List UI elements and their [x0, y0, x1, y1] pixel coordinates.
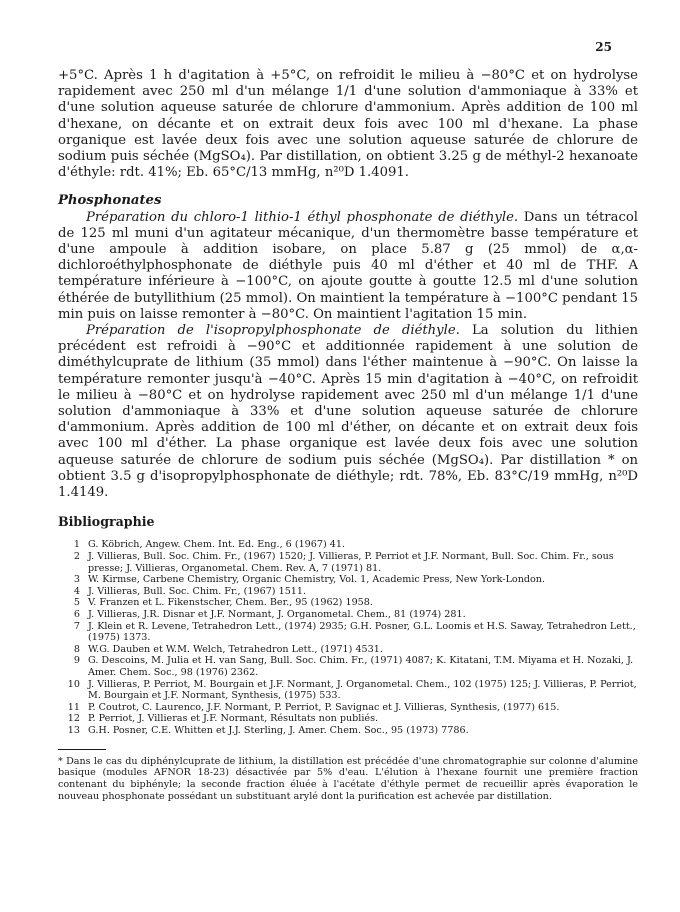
reference-item: [58, 551, 638, 574]
preparation-2-title: Préparation de l'isopropylphosphonate de diéthyle.: [86, 323, 460, 339]
reference-text: J. Villieras, P. Perriot, M. Bourgain et J.F. Normant, J. Organometal. Chem., 102 (1975) 125; J. Villieras, P. Perriot, M. Bourgain et J.F. Normant, Synthesis, (1975) 533.: [88, 678, 637, 702]
reference-text: J. Villieras, Bull. Soc. Chim. Fr., (1967) 1511.: [88, 585, 307, 597]
preparation-1: [58, 210, 638, 323]
reference-item: [58, 597, 638, 609]
page-number: 25: [595, 40, 612, 54]
reference-number: 7: [73, 620, 80, 632]
reference-number: 1: [73, 539, 80, 551]
preparation-1-title: Préparation du chloro-1 lithio-1 éthyl phosphonate de diéthyle.: [86, 209, 519, 225]
reference-number: 3: [73, 574, 80, 586]
reference-item: [58, 539, 638, 551]
reference-text: V. Franzen et L. Fikenstscher, Chem. Ber., 95 (1962) 1958.: [88, 597, 373, 609]
reference-text: G. Köbrich, Angew. Chem. Int. Ed. Eng., 6 (1967) 41.: [88, 539, 346, 551]
reference-number: 2: [73, 551, 80, 563]
reference-number: 8: [73, 643, 80, 655]
reference-text: G.H. Posner, C.E. Whitten et J.J. Sterling, J. Amer. Chem. Soc., 95 (1973) 7786.: [88, 724, 469, 736]
preparation-2-body: La solution du lithien précédent est refroidi à −90°C et additionnée rapidement à une solution de diméthylcuprate de lithium (35 mmol) dans l'éther maintenue à −90°C. On laisse la température remonter jusqu'à −40°C. Après 15 min d'agitation à −40°C, on refroidit le milieu à −80°C et on hydrolyse rapidement avec 250 ml d'un mélange 1/1 d'une solution d'ammoniaque à 33% et d'une solution aqueuse saturée de chlorure d'ammonium. Après addition de 100 ml d'éther, on décante et on extrait deux fois avec 100 ml d'éther. La phase organique est lavée deux fois avec une solution aqueuse saturée de chlorure de sodium puis séchée (MgSO₄). Par distillation * on obtient 3.5 g d'isopropylphosphonate de diéthyle; rdt. 78%, Eb. 83°C/19 mmHg, n²⁰D 1.4149.: [58, 323, 638, 501]
reference-item: [58, 621, 638, 644]
reference-text: J. Villieras, Bull. Soc. Chim. Fr., (1967) 1520; J. Villieras, P. Perriot et J.F. Normant, Bull. Soc. Chim. Fr., sous presse; J. Villieras, Organometal. Chem. Rev. A, 7 (1971) 81.: [88, 551, 614, 574]
reference-number: 12: [67, 713, 80, 725]
reference-text: J. Klein et R. Levene, Tetrahedron Lett., (1974) 2935; G.H. Posner, G.L. Loomis et H.S. Saway, Tetrahedron Lett., (1975) 1373.: [88, 620, 636, 644]
reference-item: [58, 609, 638, 621]
reference-number: 5: [73, 597, 80, 609]
reference-item: [58, 655, 638, 678]
reference-item: [58, 574, 638, 586]
reference-text: J. Villieras, J.R. Disnar et J.F. Normant, J. Organometal. Chem., 81 (1974) 281.: [88, 609, 466, 621]
reference-number: 10: [67, 678, 80, 690]
reference-number: 9: [73, 655, 80, 667]
preparation-1-body: Dans un tétracol de 125 ml muni d'un agitateur mécanique, d'un thermomètre basse température et d'une ampoule à addition isobare, on place 5.87 g (25 mmol) de α,α-dichloroéthylphosphonate de diéthyle puis 40 ml d'éther et 40 ml de THF. A température inférieure à −100°C, on ajoute goutte à goutte 12.5 ml d'une solution éthérée de butyllithium (25 mmol). On maintient la température à −100°C pendant 15 min puis on laisse remonter à −80°C. On maintient l'agitation 15 min.: [58, 209, 639, 322]
page-body: [58, 68, 638, 803]
footnote-divider: [58, 749, 106, 750]
reference-item: [58, 644, 638, 656]
reference-number: 6: [73, 609, 80, 621]
preparation-2: [58, 323, 638, 501]
paragraph-1: +5°C. Après 1 h d'agitation à +5°C, on refroidit le milieu à −80°C et on hydrolyse rapidement avec 250 ml d'un mélange 1/1 d'une solution d'ammoniaque à 33% et d'une solution aqueuse saturée de chlorure d'ammonium. Après addition de 100 ml d'hexane, on décante et on extrait deux fois avec 100 ml d'hexane. La phase organique est lavée deux fois avec une solution aqueuse saturée de chlorure de sodium puis séchée (MgSO₄). Par distillation, on obtient 3.25 g de méthyl-2 hexanoate d'éthyle: rdt. 41%; Eb. 65°C/13 mmHg, n²⁰D 1.4091.: [58, 68, 638, 181]
reference-item: [58, 586, 638, 598]
section-heading: Phosphonates: [58, 193, 162, 209]
reference-text: G. Descoins, M. Julia et H. van Sang, Bull. Soc. Chim. Fr., (1971) 4087; K. Kitatani, T.M. Miyama et H. Nozaki, J. Amer. Chem. Soc., 98 (1976) 2362.: [88, 655, 634, 679]
reference-number: 4: [73, 585, 80, 597]
bibliography-heading: Bibliographie: [58, 514, 155, 530]
reference-text: W.G. Dauben et W.M. Welch, Tetrahedron Lett., (1971) 4531.: [88, 643, 383, 655]
reference-text: P. Coutrot, C. Laurenco, J.F. Normant, P. Perriot, P. Savignac et J. Villieras, Synthesis, (1977) 615.: [88, 701, 560, 713]
footnote: * Dans le cas du diphénylcuprate de lithium, la distillation est précédée d'une chromatographie sur colonne d'alumine basique (modules AFNOR 18-23) désactivée par 5% d'eau. L'élution à l'hexane fournit une première fraction contenant du biphényle; la seconde fraction éluée à l'acétate d'éthyle permet de recueillir après évaporation le nouveau phosphonate possédant un substituant arylé dont la purification est achevée par distillation.: [58, 755, 638, 802]
reference-list: [58, 539, 638, 736]
reference-item: [58, 725, 638, 737]
reference-item: [58, 702, 638, 714]
reference-item: [58, 713, 638, 725]
reference-item: [58, 679, 638, 702]
reference-number: 11: [67, 701, 80, 713]
reference-number: 13: [67, 724, 80, 736]
reference-text: W. Kirmse, Carbene Chemistry, Organic Chemistry, Vol. 1, Academic Press, New York-London.: [88, 574, 546, 586]
reference-text: P. Perriot, J. Villieras et J.F. Normant, Résultats non publiés.: [88, 713, 379, 725]
